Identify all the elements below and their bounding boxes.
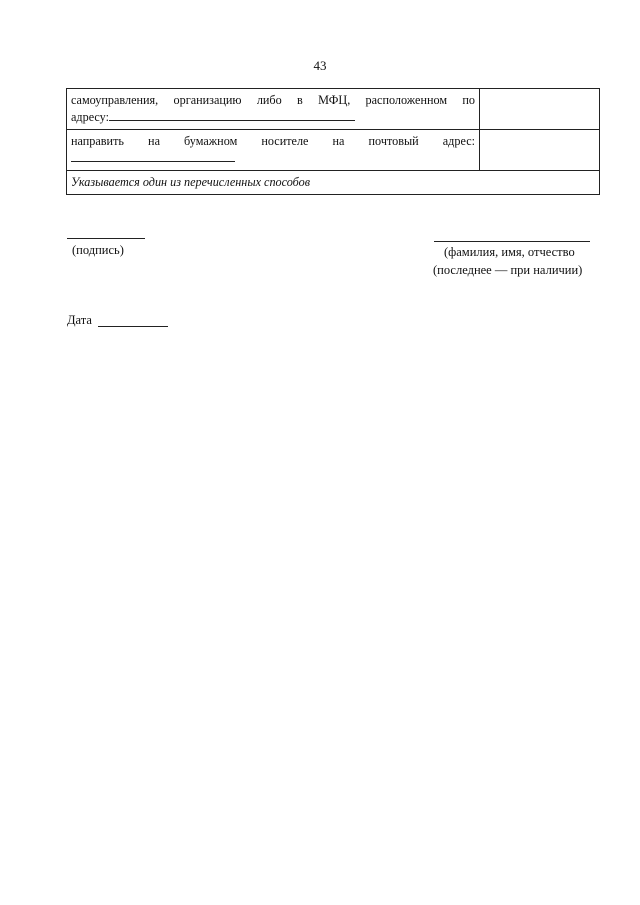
full-name-caption: (фамилия, имя, отчество xyxy=(444,245,575,259)
date-blank-line[interactable] xyxy=(98,326,168,327)
option-post-text: направить на бумажном носителе на почтовый адрес: xyxy=(71,134,475,148)
address-label: адресу: xyxy=(71,110,109,124)
signature-caption: (подпись) xyxy=(72,243,124,257)
option-text-cell xyxy=(67,89,480,130)
full-name-caption-note: (последнее — при наличии) xyxy=(433,263,583,277)
table-note: Указывается один из перечисленных способов xyxy=(67,171,600,195)
full-name-line[interactable] xyxy=(434,241,590,242)
address-blank-line[interactable] xyxy=(109,108,355,121)
signature-line[interactable] xyxy=(67,238,145,239)
option-mark-cell[interactable] xyxy=(480,89,600,130)
option-text-cell xyxy=(67,130,480,171)
table-row xyxy=(67,89,600,130)
option-mfc-text: самоуправления, организацию либо в МФЦ, расположенном по xyxy=(71,93,475,107)
delivery-options-table xyxy=(66,88,600,195)
date-label: Дата xyxy=(67,313,92,327)
page-number: 43 xyxy=(313,58,327,73)
option-mark-cell[interactable] xyxy=(480,130,600,171)
table-row xyxy=(67,171,600,195)
postal-address-blank-line[interactable] xyxy=(71,149,235,162)
table-row xyxy=(67,130,600,171)
